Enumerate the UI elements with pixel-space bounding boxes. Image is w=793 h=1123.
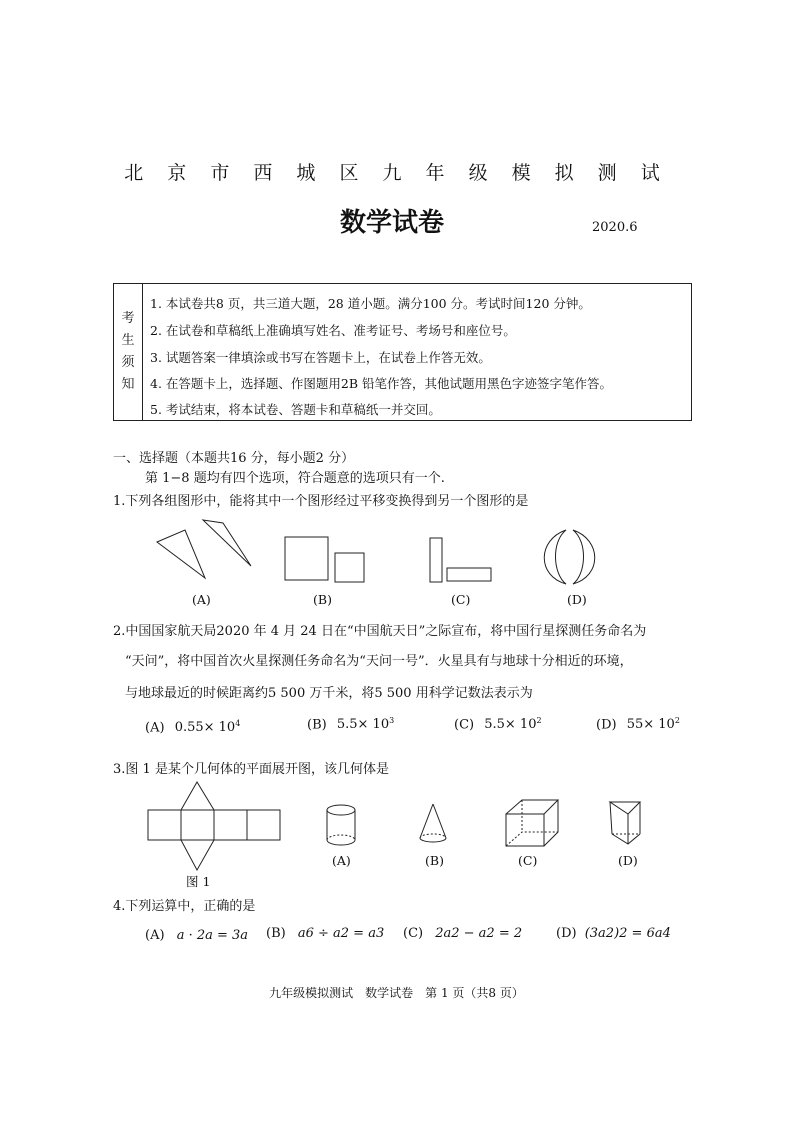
notice-item: 2. 在试卷和草稿纸上准确填写姓名、准考证号、考场号和座位号。 bbox=[150, 323, 516, 338]
option-label: (C) bbox=[454, 717, 475, 733]
notice-item: 3. 试题答案一律填涂或书写在答题卡上，在试卷上作答无效。 bbox=[150, 350, 491, 365]
option-value: 5.5× 10 bbox=[484, 717, 537, 733]
q2-option-b bbox=[307, 716, 394, 732]
q4-option-d bbox=[556, 926, 671, 941]
q1-label-c: (C) bbox=[451, 592, 471, 607]
question-2-line-2: “天问”，将中国首次火星探测任务命名为“天问一号”．火星具有与地球十分相近的环境， bbox=[125, 654, 633, 669]
option-label: (D) bbox=[596, 717, 617, 733]
notice-label-char: 考 bbox=[121, 311, 135, 326]
option-value: 5.5× 10 bbox=[336, 717, 390, 733]
triangle-shape bbox=[203, 520, 251, 566]
left-crescent bbox=[544, 530, 566, 584]
q3-label-d: (D) bbox=[618, 853, 638, 868]
notice-item: 1. 本试卷共8 页，共三道大题，28 道小题。满分100 分。考试时间120 分钟。 bbox=[150, 296, 591, 311]
option-exponent: 2 bbox=[674, 716, 680, 725]
section-intro: 第 1−8 题均有四个选项，符合题意的选项只有一个. bbox=[145, 471, 445, 486]
option-label: (B) bbox=[266, 926, 286, 941]
figure-1-caption: 图 1 bbox=[186, 874, 211, 889]
exam-subtitle: 数学试卷 bbox=[340, 208, 445, 238]
question-4-text: 4.下列运算中，正确的是 bbox=[113, 899, 256, 914]
q3-label-a: (A) bbox=[332, 853, 351, 868]
question-2-line-3: 与地球最近的时候距离约5 500 万千米，将5 500 用科学记数法表示为 bbox=[125, 686, 533, 701]
option-value: 55× 10 bbox=[626, 717, 675, 733]
net-face bbox=[148, 810, 181, 840]
net-bottom-triangle bbox=[181, 840, 214, 870]
exam-title: 北 京 市 西 城 区 九 年 级 模 拟 测 试 bbox=[124, 162, 669, 184]
cuboid-front bbox=[506, 814, 544, 846]
option-exponent: 2 bbox=[536, 716, 542, 725]
notice-item: 4. 在答题卡上，选择题、作图题用2B 铅笔作答，其他试题用黑色字迹签字笔作答。 bbox=[150, 376, 613, 391]
notice-item: 5. 考试结束，将本试卷、答题卡和草稿纸一并交回。 bbox=[150, 402, 441, 417]
question-3-figures bbox=[140, 778, 660, 878]
prism-top bbox=[610, 802, 640, 814]
option-label: (A) bbox=[145, 720, 165, 736]
right-crescent bbox=[573, 530, 595, 584]
q4-option-b bbox=[266, 926, 384, 941]
cone-side bbox=[420, 804, 433, 838]
horizontal-rectangle bbox=[447, 568, 491, 581]
cylinder-top bbox=[327, 805, 355, 815]
q2-option-d bbox=[596, 716, 680, 732]
notice-label bbox=[114, 284, 143, 420]
net-face bbox=[247, 810, 280, 840]
vertical-rectangle bbox=[430, 538, 442, 582]
small-square bbox=[335, 553, 364, 582]
q2-option-a bbox=[145, 719, 240, 735]
notice-label-char: 须 bbox=[121, 355, 135, 370]
q4-option-a bbox=[145, 928, 248, 943]
net-face bbox=[181, 810, 214, 840]
option-label: (C) bbox=[403, 926, 424, 941]
q1-label-a: (A) bbox=[192, 592, 211, 607]
notice-label-char: 知 bbox=[121, 377, 135, 392]
question-3-text: 3.图 1 是某个几何体的平面展开图，该几何体是 bbox=[113, 762, 389, 777]
large-square bbox=[285, 537, 328, 580]
question-1-figures bbox=[145, 518, 625, 590]
option-exponent: 4 bbox=[235, 719, 241, 728]
q1-label-d: (D) bbox=[567, 592, 587, 607]
question-2-line-1: 2.中国国家航天局2020 年 4 月 24 日在“中国航天日”之际宣布，将中国行星探测任务命名为 bbox=[113, 624, 647, 639]
option-label: (B) bbox=[307, 717, 327, 733]
option-label: (D) bbox=[556, 926, 577, 941]
cylinder-bottom bbox=[327, 840, 355, 845]
option-expression: (3a2)2 = 6a4 bbox=[584, 926, 671, 941]
net-top-triangle bbox=[181, 782, 214, 810]
net-face bbox=[214, 810, 247, 840]
option-expression: a · 2a = 3a bbox=[176, 928, 249, 943]
notice-label-char: 生 bbox=[121, 333, 135, 348]
exam-notice-box bbox=[113, 283, 692, 421]
triangle-shape bbox=[157, 530, 205, 578]
q3-label-c: (C) bbox=[518, 853, 538, 868]
option-expression: a6 ÷ a2 = a3 bbox=[297, 926, 385, 941]
q1-label-b: (B) bbox=[313, 592, 332, 607]
q4-option-c bbox=[403, 926, 522, 941]
q3-label-b: (B) bbox=[425, 853, 444, 868]
q2-option-c bbox=[454, 716, 542, 732]
option-label: (A) bbox=[145, 928, 165, 943]
exam-date: 2020.6 bbox=[592, 220, 638, 235]
question-1-text: 1.下列各组图形中，能将其中一个图形经过平移变换得到另一个图形的是 bbox=[113, 494, 529, 509]
option-expression: 2a2 − a2 = 2 bbox=[435, 926, 523, 941]
option-value: 0.55× 10 bbox=[174, 720, 236, 736]
option-exponent: 3 bbox=[389, 716, 395, 725]
section-heading: 一、选择题（本题共16 分，每小题2 分） bbox=[113, 451, 355, 466]
page-footer: 九年级模拟测试 数学试卷 第 1 页（共8 页） bbox=[269, 986, 524, 1000]
